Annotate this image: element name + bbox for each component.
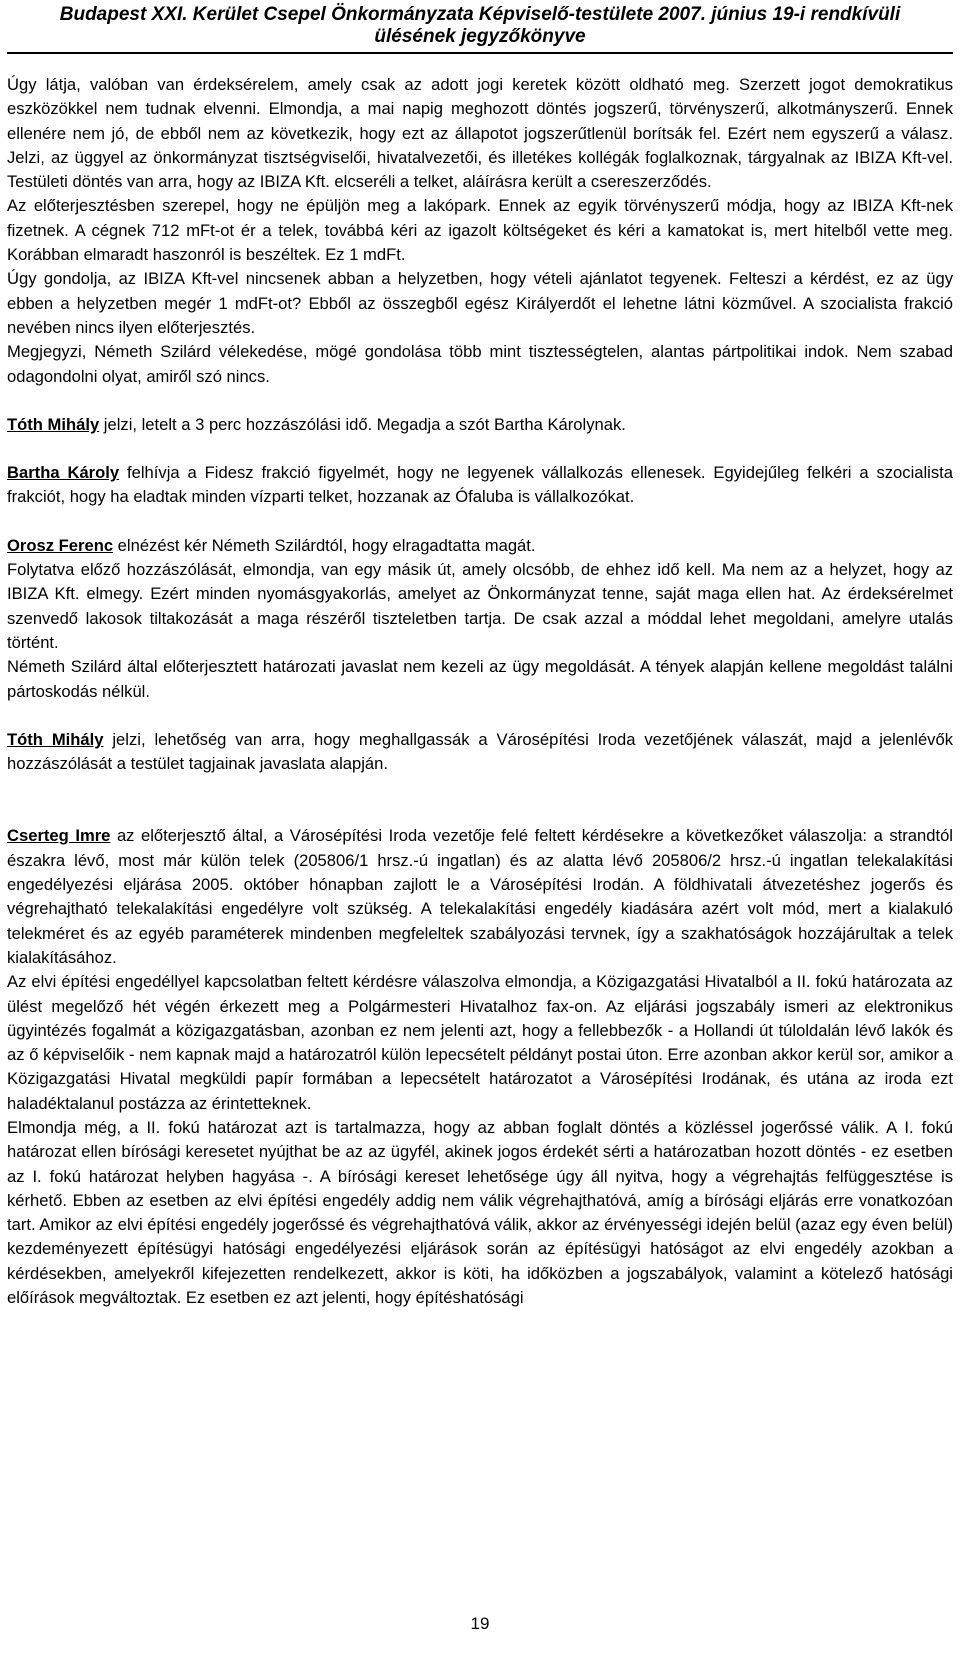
body-paragraph — [7, 558, 953, 655]
body-paragraph — [7, 194, 953, 267]
paragraph-text: az előterjesztő által, a Városépítési Iroda vezetője felé feltett kérdésekre a következőket válaszolja: a strandtól északra lévő, most már külön telek (205806/1 hrsz.-ú ingatlan) és az alatta lévő 205806/2 hrsz.-ú ingatlan telekalakítási engedélyezési eljárása 2005. október hónapban zajlott le a Városépítési Irodán. A földhivatali átvezetéshez jogerős és végrehajtható telekalakítási engedélyre volt szükség. A telekalakítási engedély kiadására azért volt mód, mert a kialakuló telekméret és az egyéb paraméterek mindenben megfeleltek szabályozási tervnek, így a szakhatóságok hozzájárultak a telek kialakításához. — [7, 826, 953, 967]
speaker-paragraph — [7, 824, 953, 970]
paragraph-text: jelzi, letelt a 3 perc hozzászólási idő. Megadja a szót Bartha Károlynak. — [99, 414, 626, 434]
paragraph-spacer — [7, 704, 953, 728]
body-paragraph — [7, 1116, 953, 1310]
paragraph-spacer — [7, 389, 953, 413]
header-title-line2: ülésének jegyzőkönyve — [374, 26, 586, 47]
header-title-line1: Budapest XXI. Kerület Csepel Önkormányzata Képviselő-testülete 2007. június 19-i rendkívüli — [59, 4, 901, 25]
paragraph-spacer — [7, 437, 953, 461]
body-paragraph — [7, 970, 953, 1116]
speaker-name: Tóth Mihály — [7, 414, 100, 434]
speaker-paragraph — [7, 728, 953, 777]
body-paragraph — [7, 655, 953, 704]
document-body — [7, 73, 953, 1310]
speaker-name: Bartha Károly — [7, 463, 120, 483]
speaker-paragraph — [7, 413, 953, 437]
paragraph-text: elnézést kér Németh Szilárdtól, hogy elragadtatta magát. — [113, 535, 536, 555]
document-header — [0, 4, 960, 48]
speaker-paragraph — [7, 534, 953, 558]
page-number: 19 — [470, 1614, 490, 1633]
body-paragraph — [7, 73, 953, 194]
header-divider — [7, 52, 953, 54]
paragraph-text: Úgy gondolja, az IBIZA Kft-vel nincsenek abban a helyzetben, hogy vételi ajánlatot tegyenek. Felteszi a kérdést, ez az ügy ebben a helyzetben megér 1 mdFt-ot? Ebből az összegből egész Királyerdőt el lehetne látni közművel. A szocialista frakció nevében nincs ilyen előterjesztés. — [7, 269, 953, 337]
body-paragraph — [7, 267, 953, 340]
speaker-name: Cserteg Imre — [7, 826, 111, 846]
paragraph-text: Úgy látja, valóban van érdeksérelem, amely csak az adott jogi keretek között oldható meg. Szerzett jogot demokratikus eszközökkel nem tudnak elvenni. Elmondja, a mai napig meghozott döntés jogszerű, törvényszerű, alkotmányszerű. Ennek ellenére nem jó, de ebből nem az következik, hogy ezt az állapotot jogszerűtlenül borítsák fel. Ezért nem egyszerű a válasz. Jelzi, az üggyel az önkormányzat tisztségviselői, hivatalvezetői, és illetékes kollégák foglalkoznak, tárgyalnak az IBIZA Kft-vel. Testületi döntés van arra, hogy az IBIZA Kft. elcseréli a telket, aláírásra került a csereszerződés. — [7, 75, 953, 192]
paragraph-spacer — [7, 776, 953, 824]
speaker-name: Orosz Ferenc — [7, 535, 114, 555]
paragraph-text: Folytatva előző hozzászólását, elmondja, van egy másik út, amely olcsóbb, de ehhez idő kell. Ma nem az a helyzet, hogy az IBIZA Kft. elmegy. Ezért minden nyomásgyakorlás, amelyet az Önkormányzat tenne, saját maga ellen hat. Az érdeksérelmet szenvedő lakosok tiltakozását a maga részéről tiszteletben tartja. De csak azzal a móddal lehet megoldani, amelyre utalás történt. — [7, 560, 953, 652]
paragraph-text: Az előterjesztésben szerepel, hogy ne épüljön meg a lakópark. Ennek az egyik törvényszerű módja, hogy az IBIZA Kft-nek fizetnek. A cégnek 712 mFt-ot ér a telek, továbbá kéri az igazolt költségeket és kéri a kamatokat is, mert hitelből vette meg. Korábban elmaradt haszonról is beszéltek. Ez 1 mdFt. — [7, 196, 953, 265]
paragraph-text: Megjegyzi, Németh Szilárd vélekedése, mögé gondolása több mint tisztességtelen, alantas pártpolitikai indok. Nem szabad odagondolni olyat, amiről szó nincs. — [7, 342, 953, 386]
body-paragraph — [7, 340, 953, 389]
paragraph-text: felhívja a Fidesz frakció figyelmét, hogy ne legyenek vállalkozás ellenesek. Egyidejűleg felkéri a szocialista frakciót, hogy ha eladtak minden vízparti telket, hozzanak az Ófaluba is vállalkozókat. — [7, 463, 953, 507]
speaker-name: Tóth Mihály — [7, 729, 104, 749]
paragraph-text: jelzi, lehetőség van arra, hogy meghallgassák a Városépítési Iroda vezetőjének válaszát, majd a jelenlévők hozzászólását a testület tagjainak javaslata alapján. — [7, 729, 953, 774]
speaker-paragraph — [7, 461, 953, 510]
paragraph-text: Németh Szilárd által előterjesztett határozati javaslat nem kezeli az ügy megoldását. A tények alapján kellene megoldást találni pártoskodás nélkül. — [7, 657, 953, 701]
paragraph-text: Elmondja még, a II. fokú határozat azt is tartalmazza, hogy az abban foglalt döntés a közléssel jogerőssé válik. A I. fokú határozat ellen bírósági keresetet nyújthat be az az ügyfél, akinek jogos érdekét sérti a határozatban hozott döntés - ez esetben az I. fokú határozat helyben hagyása -. A bírósági kereset lehetősége úgy áll nyitva, hogy a végrehajtás felfüggesztése is kérhető. Ebben az esetben az elvi építési engedély addig nem válik végrehajthatóvá, amíg a bírósági eljárás erre vonatkozóan tart. Amikor az elvi építési engedély jogerőssé és végrehajthatóvá válik, akkor az érvényességi idején belül (azaz egy éven belül) kezdeményezett építésügyi hatósági engedélyezési eljárások során az építésügyi hatóságot az elvi engedély azokban a kérdésekben, amelyekről kifejezetten rendelkezett, akkor is köti, ha időközben a jogszabályok, valamint a kötelező hatósági előírások megváltoztak. Ez esetben ez azt jelenti, hogy építéshatósági — [7, 1117, 953, 1308]
paragraph-text: Az elvi építési engedéllyel kapcsolatban feltett kérdésre válaszolva elmondja, a Közigazgatási Hivatalból a II. fokú határozata az ülést megelőző hét végén érkezett meg a Polgármesteri Hivatalhoz fax-on. Az eljárási jogszabály ismeri az elektronikus ügyintézés fogalmát a közigazgatásban, azonban ez nem jelenti azt, hogy a fellebbezők - a Hollandi út túloldalán lévő lakók és az ő képviselőik - nem kapnak majd a határozatról külön lepecsételt példányt postai úton. Erre azonban akkor kerül sor, amikor a Közigazgatási Hivatal megküldi papír formában a lepecsételt határozatot a Városépítési Irodának, és utána az iroda ezt haladéktalanul postázza az érintetteknek. — [7, 972, 953, 1113]
paragraph-spacer — [7, 510, 953, 534]
